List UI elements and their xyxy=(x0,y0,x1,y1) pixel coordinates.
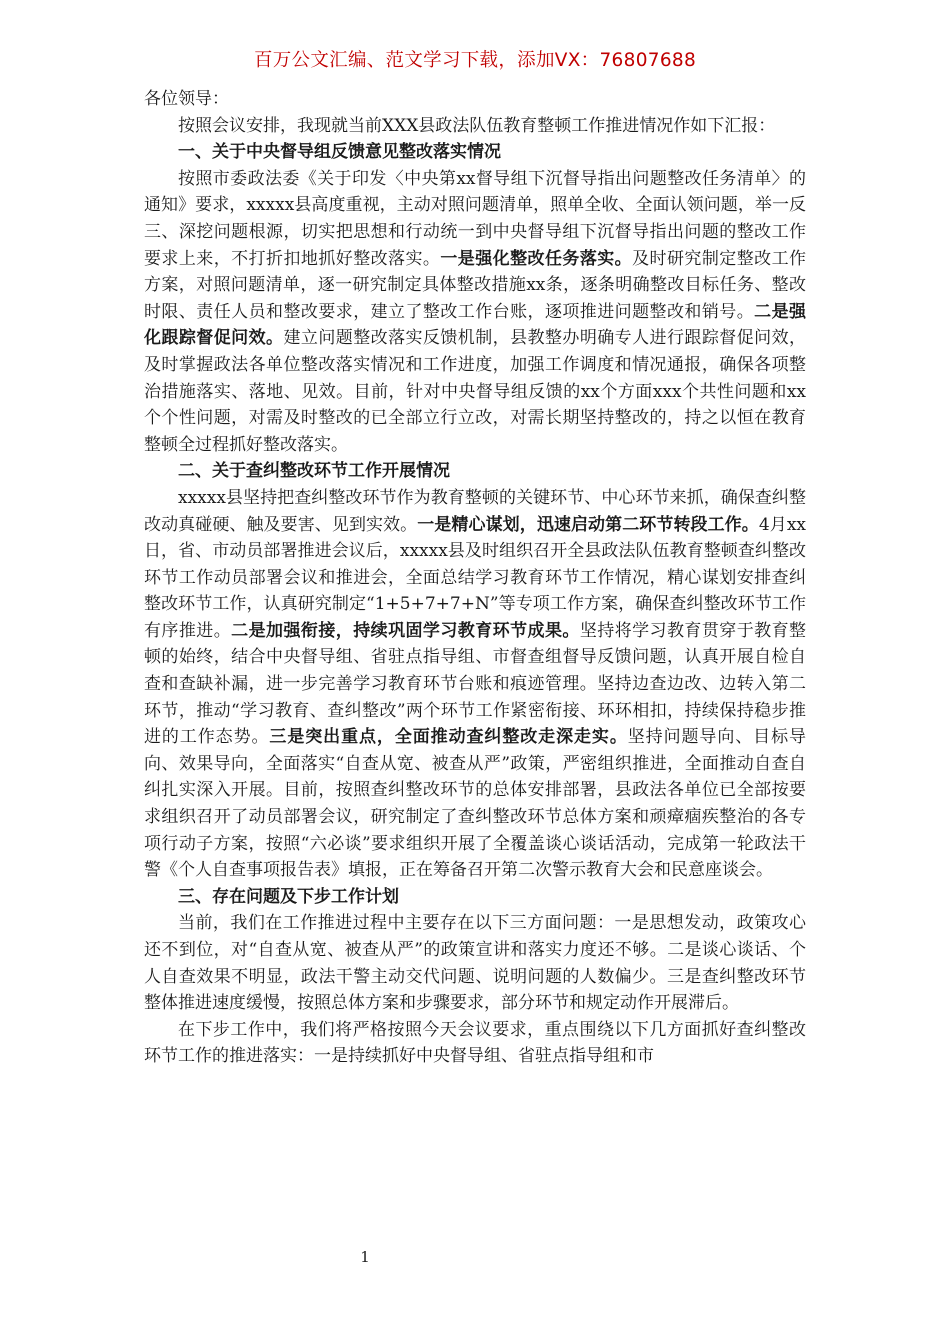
section-2-bold-3: 三是突出重点，全面推动查纠整改走深走实。 xyxy=(269,727,628,748)
section-2-text-1: xxxxx县坚持把查纠整改环节作为教育整顿的关键环节、中心环节来抓，确保查纠整改动真碰硬、触及要害、见到实效。 xyxy=(144,487,806,535)
section-2-heading: 二、关于查纠整改环节工作开展情况 xyxy=(178,461,450,482)
section-2-text-2: 4月xx日，省、市动员部署推进会议后，xxxxx县及时组织召开全县政法队伍教育整顿查纠整改环节工作动员部署会议和推进会，全面总结学习教育环节工作情况，精心谋划安排查纠整改环节工作，认真研究制定“1+5+7+7+N”等专项工作方案，确保查纠整改环节工作有序推进。 xyxy=(144,514,806,641)
section-2-bold-1: 一是精心谋划，迅速启动第二环节转段工作。 xyxy=(417,514,759,535)
section-3-heading: 三、存在问题及下步工作计划 xyxy=(178,886,399,907)
section-2-text-4: 坚持问题导向、目标导向、效果导向，全面落实“自查从宽、被查从严”政策，严密组织推进，全面推动自查自纠扎实深入开展。目前，按照查纠整改环节的总体安排部署，县政法各单位已全部按要求组织召开了动员部署会议，研究制定了查纠整改环节总体方案和顽瘴痼疾整治的各专项行动子方案，按照“六必谈”要求组织开展了全覆盖谈心谈话活动，完成第一轮政法干警《个人自查事项报告表》填报，正在筹备召开第二次警示教育大会和民意座谈会。 xyxy=(144,727,807,881)
section-1-text-1: 按照市委政法委《关于印发〈中央第xx督导组下沉督导指出问题整改任务清单〉的通知》要求，xxxxx县高度重视，主动对照问题清单，照单全收、全面认领问题，举一反三、深挖问题根源，切实把思想和行动统一到中央督导组下沉督导指出问题的整改工作要求上来，不打折扣地抓好整改落实。 xyxy=(144,168,806,269)
section-1-bold-2: 二是强化跟踪督促问效。 xyxy=(144,301,807,349)
section-1-paragraph xyxy=(144,166,806,459)
watermark-banner: 百万公文汇编、范文学习下载，添加VX：76807688 xyxy=(253,50,697,71)
section-1-heading: 一、关于中央督导组反馈意见整改落实情况 xyxy=(178,142,501,163)
section-1-text-3: 建立问题整改落实反馈机制，县教整办明确专人进行跟踪督促问效，及时掌握政法各单位整改落实情况和工作进度，加强工作调度和情况通报，确保各项整治措施落实、落地、见效。目前，针对中央督导组反馈的xx个方面xxx个共性问题和xx个个性问题，对需及时整改的已全部立行立改，对需长期坚持整改的，持之以恒在教育整顿全过程抓好整改落实。 xyxy=(144,328,807,455)
intro-paragraph: 按照会议安排，我现就当前XXX县政法队伍教育整顿工作推进情况作如下汇报： xyxy=(178,115,776,136)
section-3-paragraph-2: 在下步工作中，我们将严格按照今天会议要求，重点围绕以下几方面抓好查纠整改环节工作的推进落实：一是持续抓好中央督导组、省驻点指导组和市 xyxy=(144,1019,806,1067)
section-2-text-3: 坚持将学习教育贯穿于教育整顿的始终，结合中央督导组、省驻点指导组、市督查组督导反馈问题，认真开展自检自查和查缺补漏，进一步完善学习教育环节台账和痕迹管理。坚持边查边改、边转入第二环节，推动“学习教育、查纠整改”两个环节工作紧密衔接、环环相扣，持续保持稳步推进的工作态势。 xyxy=(144,620,807,748)
section-1-text-2: 及时研究制定整改工作方案，对照问题清单，逐一研究制定具体整改措施xx条，逐条明确整改目标任务、整改时限、责任人员和整改要求，建立了整改工作台账，逐项推进问题整改和销号。 xyxy=(144,248,807,322)
page-number: 1 xyxy=(360,1248,370,1266)
salutation: 各位领导： xyxy=(144,89,229,109)
section-2-paragraph xyxy=(144,485,806,884)
section-2-bold-2: 二是加强衔接，持续巩固学习教育环节成果。 xyxy=(231,620,580,641)
document-body xyxy=(144,86,806,1070)
section-3-paragraph-1: 当前，我们在工作推进过程中主要存在以下三方面问题：一是思想发动，政策攻心还不到位，对“自查从宽、被查从严”的政策宣讲和落实力度还不够。二是谈心谈话、个人自查效果不明显，政法干警主动交代问题、说明问题的人数偏少。三是查纠整改环节整体推进速度缓慢，按照总体方案和步骤要求，部分环节和规定动作开展滞后。 xyxy=(144,913,806,1014)
section-1-bold-1: 一是强化整改任务落实。 xyxy=(440,248,633,269)
